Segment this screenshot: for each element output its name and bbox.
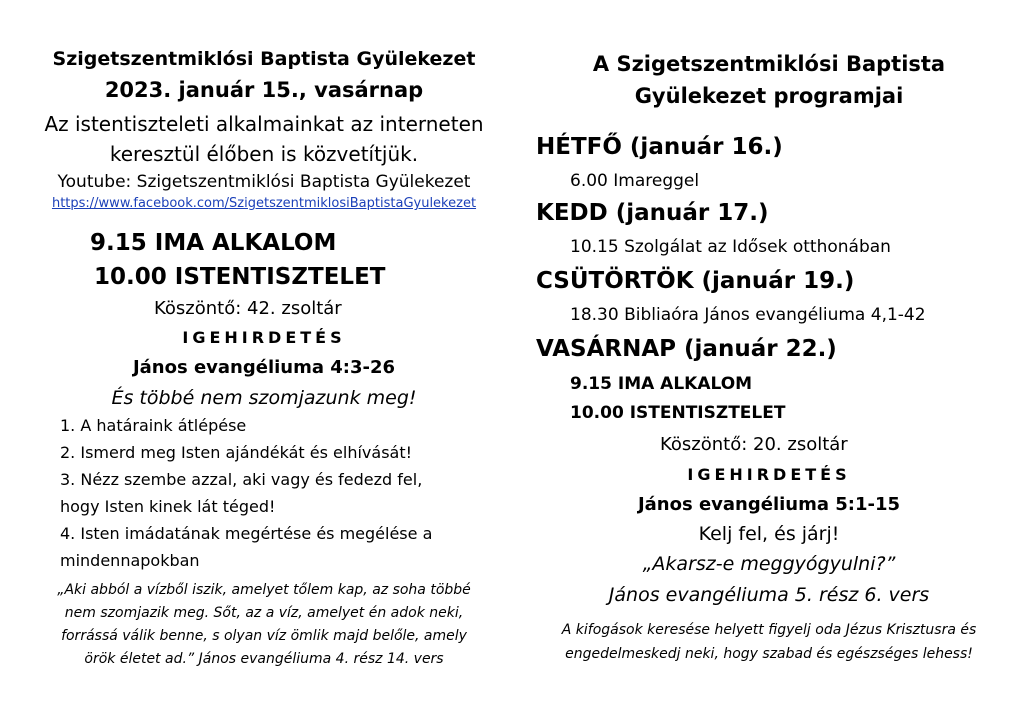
intro-line-1: Az istentiszteleti alkalmainkat az interneten bbox=[44, 112, 484, 136]
date-line: 2023. január 15., vasárnap bbox=[104, 78, 424, 102]
prayer-time: 9.15 IMA ALKALOM bbox=[90, 230, 337, 256]
sunday-service: 10.00 ISTENTISZTELET bbox=[570, 403, 786, 423]
facebook-link[interactable]: https://www.facebook.com/SzigetszentmiklosiBaptistaGyulekezet bbox=[51, 196, 477, 211]
quote-line: forrássá válik benne, s olyan víz ömlik majd belőle, amely bbox=[61, 628, 467, 644]
sermon-point: 2. Ismerd meg Isten ajándékát és elhívását! bbox=[60, 443, 413, 462]
sunday-prayer: 9.15 IMA ALKALOM bbox=[570, 374, 753, 394]
sermon-point: hogy Isten kinek lát téged! bbox=[60, 497, 276, 516]
sermon-heading: IGEHIRDETÉS bbox=[182, 328, 346, 347]
sunday-reference: János evangéliuma 5. rész 6. vers bbox=[608, 584, 930, 606]
sermon-point: 4. Isten imádatának megértése és megélése a bbox=[60, 524, 433, 543]
sermon-title: És többé nem szomjazunk meg! bbox=[111, 387, 417, 409]
sunday-sermon-title: Kelj fel, és járj! bbox=[698, 523, 840, 545]
sermon-point: 3. Nézz szembe azzal, aki vagy és fedezd fel, bbox=[60, 470, 423, 489]
day-sunday: VASÁRNAP (január 22.) bbox=[536, 336, 837, 362]
closing-line-2: engedelmeskedj neki, hogy szabad és egészséges lehess! bbox=[565, 646, 973, 662]
service-time: 10.00 ISTENTISZTELET bbox=[94, 264, 386, 290]
scripture: János evangéliuma 4:3-26 bbox=[132, 357, 396, 378]
event-thursday: 18.30 Bibliaóra János evangéliuma 4,1-42 bbox=[570, 305, 926, 325]
event-tuesday: 10.15 Szolgálat az Idősek otthonában bbox=[570, 237, 891, 257]
sunday-greeting: Köszöntő: 20. zsoltár bbox=[660, 434, 848, 455]
sermon-point: mindennapokban bbox=[60, 551, 200, 570]
event-monday: 6.00 Imareggel bbox=[570, 171, 700, 191]
programs-title-2: Gyülekezet programjai bbox=[634, 84, 904, 108]
quote-line: nem szomjazik meg. Sőt, az a víz, amelyet én adok neki, bbox=[64, 605, 464, 621]
church-name: Szigetszentmiklósi Baptista Gyülekezet bbox=[52, 48, 476, 70]
day-thursday: CSÜTÖRTÖK (január 19.) bbox=[536, 268, 855, 294]
intro-line-2: keresztül élőben is közvetítjük. bbox=[109, 142, 419, 166]
programs-title-1: A Szigetszentmiklósi Baptista bbox=[592, 52, 946, 76]
sunday-scripture: János evangéliuma 5:1-15 bbox=[637, 494, 901, 515]
day-monday: HÉTFŐ (január 16.) bbox=[536, 134, 783, 160]
day-tuesday: KEDD (január 17.) bbox=[536, 200, 769, 226]
youtube-line: Youtube: Szigetszentmiklósi Baptista Gyülekezet bbox=[57, 172, 471, 192]
sunday-question: „Akarsz-e meggyógyulni?” bbox=[642, 553, 896, 575]
sunday-sermon-heading: IGEHIRDETÉS bbox=[687, 465, 851, 484]
greeting: Köszöntő: 42. zsoltár bbox=[154, 298, 342, 319]
quote-line: örök életet ad.” János evangéliuma 4. rész 14. vers bbox=[84, 651, 444, 667]
quote-line: „Aki abból a vízből iszik, amelyet tőlem kap, az soha többé bbox=[57, 582, 471, 598]
closing-line-1: A kifogások keresése helyett figyelj oda Jézus Krisztusra és bbox=[561, 622, 977, 638]
sermon-point: 1. A határaink átlépése bbox=[60, 416, 247, 435]
